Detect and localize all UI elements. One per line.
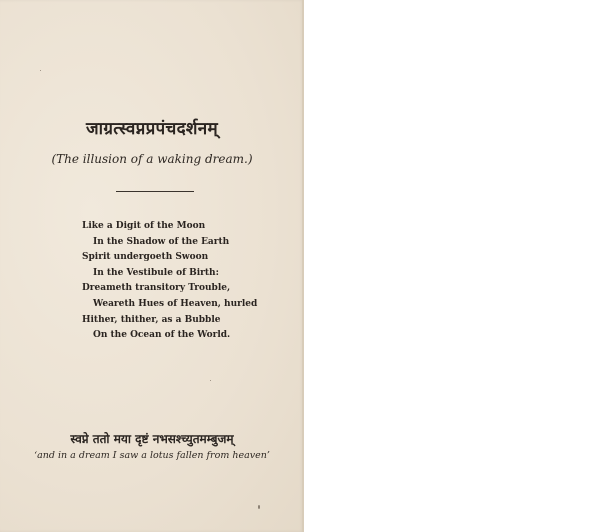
poem [80,219,280,344]
paper-speck [258,505,260,509]
english-subtitle: (The illusion of a waking dream.) [51,152,253,166]
paper-speck [40,70,41,71]
poem-line: Spirit undergoeth Swoon [82,252,209,263]
paper-speck [210,380,211,381]
poem-line: Hither, thither, as a Bubble [82,314,221,325]
sanskrit-title: जाग्रत्स्वप्नप्रपंचदर्शनम् [86,119,218,139]
poem-line: Weareth Hues of Heaven, hurled [93,298,258,309]
poem-line: In the Vestibule of Birth: [93,267,219,278]
divider-rule [116,191,194,192]
poem-line: Like a Digit of the Moon [82,221,206,231]
poem-line: In the Shadow of the Earth [93,236,230,247]
page-edge [302,0,304,532]
quote-translation: ‘and in a dream I saw a lotus fallen from heaven’ [34,450,270,461]
sanskrit-quote: स्वप्ने ततो मया दृष्टं नभसश्च्युतमम्बुजम् [70,432,234,446]
poem-line: On the Ocean of the World. [93,330,231,341]
poem-line: Dreameth transitory Trouble, [82,283,231,294]
